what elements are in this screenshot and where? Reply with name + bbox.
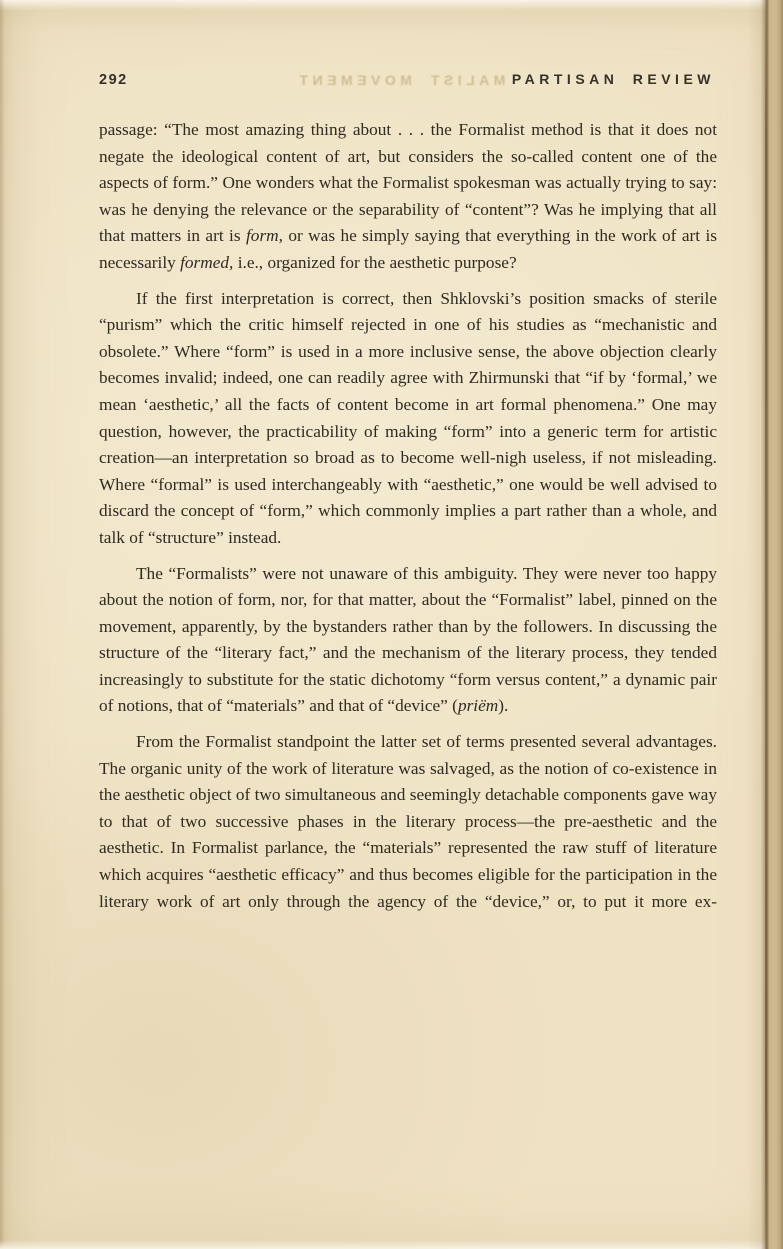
- italic-text-segment: form,: [246, 226, 283, 246]
- page-binding-edge: [747, 0, 783, 1249]
- italic-text-segment: priëm: [457, 696, 499, 716]
- text-segment: or was he simply saying that everything in the work of art is necessarily: [99, 226, 717, 272]
- paragraph-3: [99, 561, 717, 721]
- paragraph-4: [99, 729, 717, 915]
- text-segment: From the Formalist standpoint the latter set of terms presented several advantages. The organic unity of the work of literature was salvaged, as the notion of co-existence in the aesthetic object of two simultaneous and seemingly detachable components gave way to that of two successive phases in the literary process—the pre-aesthetic and the aesthetic. In Formalist parlance, the “materials” represented the raw stuff of literature which acquires “aesthetic efficacy” and thus becomes eligible for the participation in the literary work of art only through the agency of the “device,” or, to put it more ex-: [99, 732, 717, 911]
- text-segment: ).: [498, 696, 509, 716]
- show-through-text-mirrored: MALIST MOVEMENT: [295, 72, 506, 88]
- journal-title: PARTISAN REVIEW: [511, 71, 715, 87]
- binding-crease-line: [765, 0, 767, 1249]
- text-segment: If the first interpretation is correct, then Shklovski’s position smacks of sterile “purism” which the critic himself rejected in one of his studies as “mechanistic and obsolete.” Where “form” is used in a more inclusive sense, the above objection clearly becomes invalid; indeed, one can readily agree with Zhirmunski that “if by ‘formal,’ we mean ‘aesthetic,’ all the facts of content become in art formal phenomena.” One may question, however, the practicability of making “form” into a generic term for artistic creation—an interpretation so broad as to become well-nigh useless, if not misleading. Where “formal” is used interchangeably with “aesthetic,” one would be well advised to discard the concept of “form,” which commonly implies a part rather than a whole, and talk of “structure” instead.: [99, 288, 717, 547]
- page-number: 292: [99, 72, 128, 88]
- scan-edge-top: [0, 0, 783, 11]
- scan-edge-left: [0, 0, 5, 1249]
- running-head: [99, 71, 715, 91]
- paragraph-1: [99, 117, 717, 277]
- italic-text-segment: formed,: [180, 252, 234, 272]
- text-segment: passage: “The most amazing thing about . . . the Formalist method is that it does not negate the ideological content of art, but considers the so-called content one of the aspects of form.” One wonders what the Formalist spokesman was actually trying to say: was he denying the relevance or the separability of “content”? Was he implying that all that matters in art is: [99, 120, 717, 246]
- paragraph-2: [99, 286, 717, 552]
- scan-edge-bottom: [0, 1240, 783, 1249]
- text-segment: The “Formalists” were not unaware of this ambiguity. They were never too happy about the notion of form, nor, for that matter, about the “Formalist” label, pinned on the movement, apparently, by the bystanders rather than by the followers. In discussing the structure of the “literary fact,” and the mechanism of the literary process, they tended increasingly to substitute for the static dichotomy “form versus content,” a dynamic pair of notions, that of “materials” and that of “device” (: [99, 563, 717, 716]
- body-text-block: [99, 117, 717, 915]
- text-segment: i.e., organized for the aesthetic purpose?: [233, 252, 517, 272]
